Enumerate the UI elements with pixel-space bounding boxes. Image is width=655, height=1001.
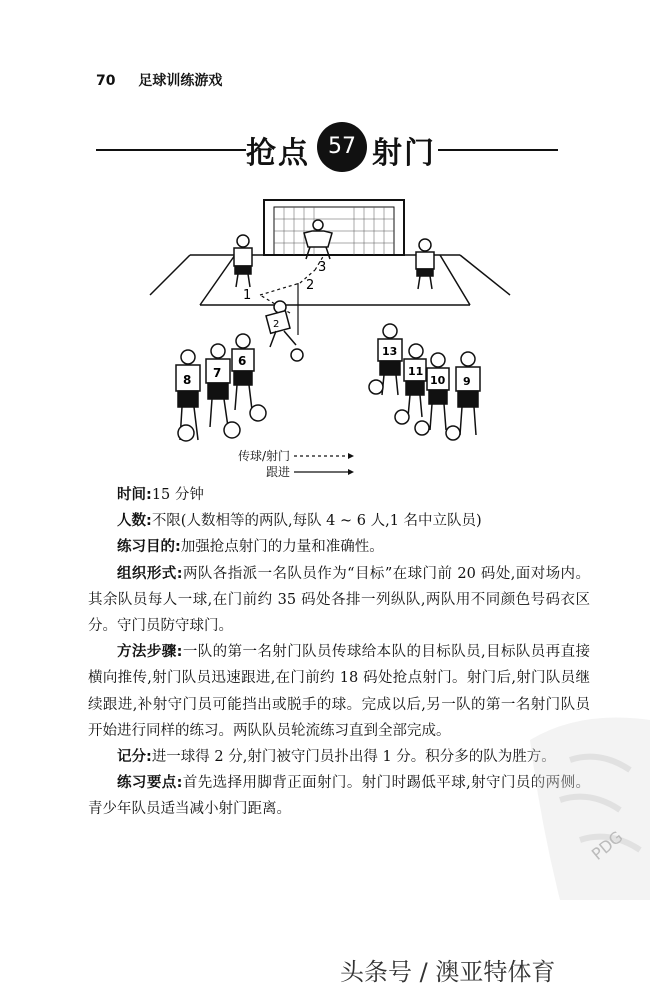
section-text: 加强抢点射门的力量和准确性。 [180, 539, 384, 556]
title-rule-left [96, 149, 246, 151]
exercise-description [88, 482, 590, 823]
section-label: 方法步骤: [117, 644, 183, 661]
watermark-pdg: PDG [587, 827, 627, 864]
shooter-jersey: 2 [273, 319, 280, 330]
exercise-title [0, 118, 655, 178]
path-label-1: 1 [243, 288, 252, 303]
section-text: 进一球得 2 分,射门被守门员扑出得 1 分。积分多的队为胜方。 [151, 749, 556, 766]
footer-credit: 头条号 / 澳亚特体育 [340, 958, 556, 986]
jersey-7: 7 [213, 366, 222, 380]
path-label-3: 3 [318, 260, 327, 275]
solid-arrow-icon [294, 468, 354, 476]
dashed-arrow-icon [294, 452, 354, 460]
jersey-9: 9 [463, 375, 471, 388]
section-label: 组织形式: [117, 565, 183, 582]
section-label: 练习目的: [117, 539, 181, 556]
section-label: 时间: [117, 487, 152, 503]
section-label: 人数: [117, 513, 152, 530]
running-header [96, 70, 222, 90]
goalkeeper [304, 220, 332, 259]
section-time [88, 482, 590, 508]
section-text: 15 分钟 [151, 487, 204, 503]
section-label: 记分: [117, 749, 152, 766]
diagram-legend [222, 448, 354, 480]
legend-follow-label: 跟进 [265, 465, 290, 479]
title-rule-right [438, 149, 558, 151]
title-right-text: 射门 [372, 136, 436, 171]
goal [264, 200, 404, 255]
book-title: 足球训练游戏 [138, 73, 223, 89]
exercise-number-badge: 57 [317, 122, 367, 172]
title-left-text: 抢点 [246, 136, 310, 171]
queue-left [176, 334, 266, 441]
jersey-8: 8 [183, 373, 192, 387]
section-text: 首先选择用脚背正面射门。射门时踢低平球,射守门员的两侧。青少年队员适当减小射门距离。 [88, 775, 590, 818]
drill-diagram [140, 195, 520, 485]
path-label-2: 2 [306, 278, 315, 293]
section-players [88, 508, 590, 534]
section-key-points [88, 770, 590, 822]
section-organization [88, 561, 590, 640]
section-purpose [88, 534, 590, 560]
section-text: 两队各指派一名队员作为“目标”在球门前 20 码处,面对场内。其余队员每人一球,在门前约 35 码处各排一列纵队,两队用不同颜色号码衣区分。守门员防守球门。 [88, 565, 590, 635]
section-text: 不限(人数相等的两队,每队 4 ~ 6 人,1 名中立队员) [151, 513, 482, 530]
target-player-right [416, 239, 434, 289]
section-label: 练习要点: [117, 775, 183, 792]
section-steps [88, 639, 590, 744]
section-scoring [88, 744, 590, 770]
target-player-left [234, 235, 252, 287]
legend-row-pass [222, 448, 354, 464]
legend-row-follow [222, 464, 354, 480]
field-lines [150, 255, 510, 305]
jersey-6: 6 [238, 354, 247, 368]
page-number: 70 [96, 73, 116, 89]
legend-pass-label: 传球/射门 [237, 449, 290, 463]
jersey-13: 13 [382, 345, 398, 358]
watermark-seal [520, 700, 655, 900]
jersey-10: 10 [430, 374, 446, 387]
section-text: 一队的第一名射门队员传球给本队的目标队员,目标队员再直接横向推传,射门队员迅速跟进,在门前约 18 码处抢点射门。射门后,射门队员继续跟进,补射守门员可能挡出或脱手的球。完成以后,另一队的第一名射门队员开始进行同样的练习。两队队员轮流练习直到全部完成。 [88, 644, 590, 739]
jersey-11: 11 [408, 365, 424, 378]
